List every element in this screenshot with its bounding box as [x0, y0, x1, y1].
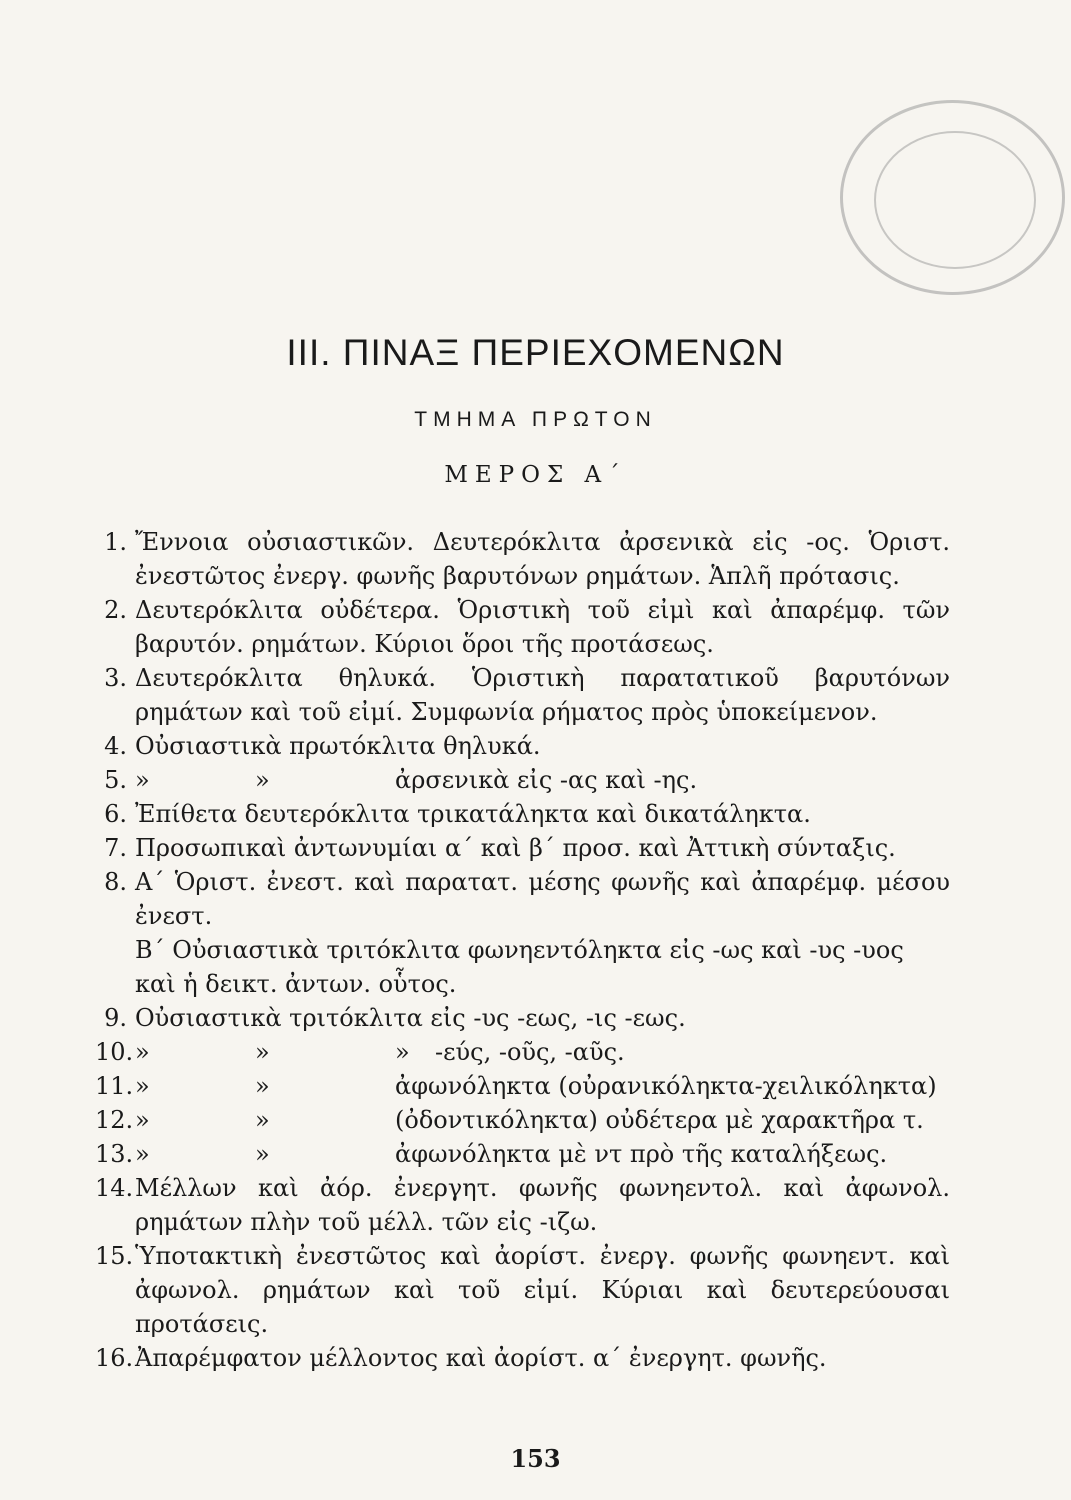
entry-text: Οὐσιαστικὰ τριτόκλιτα εἰς -υς -εως, -ις -εως. — [135, 1004, 686, 1032]
entry-number: 5. — [104, 766, 127, 794]
toc-entry-8 — [95, 865, 950, 1001]
entry-number: 15. — [95, 1242, 134, 1270]
entry-number: 7. — [104, 834, 127, 862]
entry-text-line — [135, 1069, 950, 1103]
entry-number: 11. — [95, 1072, 134, 1100]
toc-entry-2 — [95, 593, 950, 661]
entry-text: ἀρσενικὰ εἰς -ας καὶ -ης. — [395, 766, 698, 794]
section-heading: ΤΜΗΜΑ ΠΡΩΤΟΝ — [414, 408, 657, 431]
part-heading: ΜΕΡΟΣ Α΄ — [444, 462, 627, 488]
ditto-mark: » — [395, 1038, 410, 1066]
entry-number: 9. — [104, 1004, 127, 1032]
entry-text-line — [135, 1103, 950, 1137]
toc-entry-16 — [95, 1341, 950, 1375]
entry-text: Μέλλων καὶ ἀόρ. ἐνεργητ. φωνῆς φωνηεντολ. καὶ ἀφωνολ. ρημάτων πλὴν τοῦ μέλλ. τῶν εἰς -ιζω. — [135, 1174, 950, 1236]
entry-text: Δευτερόκλιτα θηλυκά. Ὁριστικὴ παρατατικοῦ βαρυτόνων ρημάτων καὶ τοῦ εἰμί. Συμφωνία ρήματος πρὸς ὑποκείμενον. — [135, 664, 950, 726]
toc-entry-13 — [95, 1137, 950, 1171]
ditto-mark: » — [255, 766, 270, 794]
entry-text: Προσωπικαὶ ἀντωνυμίαι α΄ καὶ β΄ προσ. καὶ Ἀττικὴ σύνταξις. — [135, 834, 896, 862]
entry-text-line — [135, 1137, 950, 1171]
ditto-mark: » — [255, 1038, 270, 1066]
ditto-mark: » — [135, 1106, 150, 1134]
toc-entry-4 — [95, 729, 950, 763]
entry-number: 4. — [104, 732, 127, 760]
toc-entry-14 — [95, 1171, 950, 1239]
entry-number: 3. — [104, 664, 127, 692]
page-title: III. ΠΙΝΑΞ ΠΕΡΙΕΧΟΜΕΝΩΝ — [286, 332, 785, 373]
toc-entry-1 — [95, 525, 950, 593]
ditto-mark: » — [135, 1140, 150, 1168]
ditto-mark: » — [135, 1072, 150, 1100]
entry-text: Ἀπαρέμφατον μέλλοντος καὶ ἀορίστ. α΄ ἐνεργητ. φωνῆς. — [135, 1344, 827, 1372]
entry-number: 13. — [95, 1140, 134, 1168]
entry-number: 14. — [95, 1174, 134, 1202]
ditto-mark: » — [135, 766, 150, 794]
library-stamp-icon — [840, 100, 1065, 295]
entry-text-line — [135, 763, 950, 797]
ditto-mark: » — [255, 1106, 270, 1134]
entry-text: ἀφωνόληκτα μὲ ντ πρὸ τῆς καταλήξεως. — [395, 1140, 888, 1168]
toc-entry-15 — [95, 1239, 950, 1341]
entry-number: 6. — [104, 800, 127, 828]
toc-entry-11 — [95, 1069, 950, 1103]
toc-entry-12 — [95, 1103, 950, 1137]
entry-text: Α΄ Ὁριστ. ἐνεστ. καὶ παρατατ. μέσης φωνῆς καὶ ἀπαρέμφ. μέσου ἐνεστ. — [135, 868, 950, 930]
entry-text: -εύς, -οῦς, -αῦς. — [435, 1038, 625, 1066]
toc-entry-6 — [95, 797, 950, 831]
entry-text: Ἐπίθετα δευτερόκλιτα τρικατάληκτα καὶ δικατάληκτα. — [135, 800, 811, 828]
entry-number: 8. — [104, 868, 127, 896]
stamp-ring-icon — [843, 103, 1068, 298]
ditto-mark: » — [135, 1038, 150, 1066]
entry-text-line — [135, 1035, 950, 1069]
entry-number: 12. — [95, 1106, 134, 1134]
entry-text: Δευτερόκλιτα οὐδέτερα. Ὁριστικὴ τοῦ εἰμὶ καὶ ἀπαρέμφ. τῶν βαρυτόν. ρημάτων. Κύριοι ὅροι τῆς προτάσεως. — [135, 596, 950, 658]
entry-text: Ὑποτακτικὴ ἐνεστῶτος καὶ ἀορίστ. ἐνεργ. φωνῆς φωνηεντ. καὶ ἀφωνολ. ρημάτων καὶ τοῦ εἰμί. Κύριαι καὶ δευτερεύουσαι προτάσεις. — [135, 1242, 950, 1338]
page-number: 153 — [510, 1444, 561, 1473]
ditto-mark: » — [255, 1140, 270, 1168]
toc-entry-3 — [95, 661, 950, 729]
table-of-contents — [95, 525, 950, 1375]
toc-entry-7 — [95, 831, 950, 865]
entry-text: Ἔννοια οὐσιαστικῶν. Δευτερόκλιτα ἀρσενικὰ εἰς -ος. Ὁριστ. ἐνεστῶτος ἐνεργ. φωνῆς βαρυτόνων ρημάτων. Ἁπλῆ πρότασις. — [135, 528, 950, 590]
entry-number: 1. — [104, 528, 127, 556]
ditto-mark: » — [255, 1072, 270, 1100]
entry-number: 2. — [104, 596, 127, 624]
entry-number: 10. — [95, 1038, 134, 1066]
entry-text: ἀφωνόληκτα (οὐρανικόληκτα-χειλικόληκτα) — [395, 1072, 937, 1100]
entry-continuation: Β΄ Οὐσιαστικὰ τριτόκλιτα φωνηεντόληκτα εἰς -ως καὶ -υς -υος καὶ ἡ δεικτ. ἀντων. οὗτος. — [135, 936, 904, 998]
toc-entry-10 — [95, 1035, 950, 1069]
entry-number: 16. — [95, 1344, 134, 1372]
entry-text: (ὀδοντικόληκτα) οὐδέτερα μὲ χαρακτῆρα τ. — [395, 1106, 924, 1134]
toc-entry-9 — [95, 1001, 950, 1035]
entry-text: Οὐσιαστικὰ πρωτόκλιτα θηλυκά. — [135, 732, 541, 760]
toc-entry-5 — [95, 763, 950, 797]
